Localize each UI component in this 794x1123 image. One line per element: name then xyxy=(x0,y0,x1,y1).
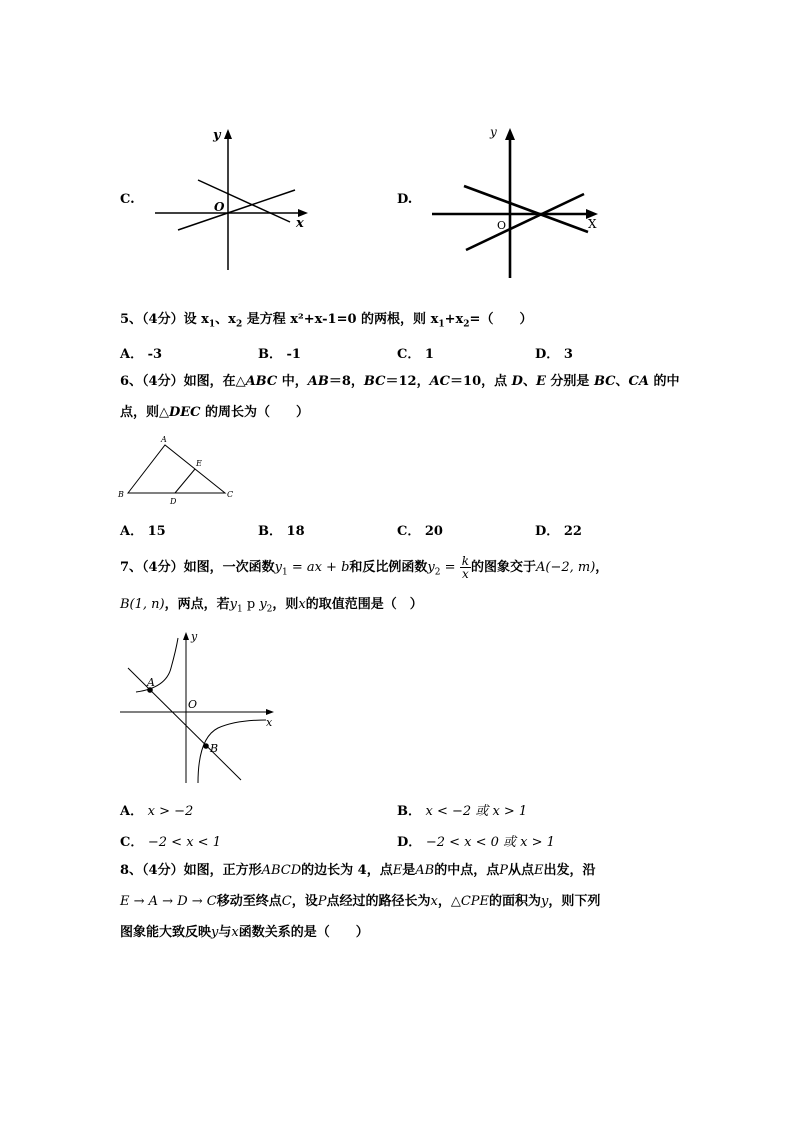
q8-question-line2: E → A → D → C移动至终点C，设P点经过的路径长为x，△CPE的面积为y，则下列 xyxy=(120,894,601,909)
q6-point-d: D xyxy=(170,497,177,506)
q5-question: 5、（4分）设 $x_1$、$x_2$ 是方程 x²+x-1=0 的两根，则 $x_1+x_2=$（ ） xyxy=(120,312,533,330)
q4c-y-axis-label: y xyxy=(213,128,221,143)
q5-option-b[interactable]: B． -1 xyxy=(258,347,301,362)
q7-question-line1: 7、（4分）如图，一次函数$y_1$ = ax + b和反比例函数$y_2$ = $\frac{k}{x}$ 的图象交于A(−2, m)， xyxy=(120,554,609,581)
q4-option-c-label: C. xyxy=(120,192,135,207)
q7-y-axis-label: y xyxy=(191,630,198,643)
q4d-origin-label: O xyxy=(497,219,507,232)
q5-option-a[interactable]: A． -3 xyxy=(120,347,163,362)
q6-option-b[interactable]: B． 18 xyxy=(258,524,305,539)
q7-question-line2: B(1, n)，两点，若$y_1$ p $y_2$，则x的取值范围是（ ） xyxy=(120,597,423,615)
q7-option-a[interactable]: A． x > −2 xyxy=(120,804,194,819)
q7-option-d[interactable]: D． −2 < x < 0 或 x > 1 xyxy=(397,835,555,850)
q6-vertex-c: C xyxy=(227,490,234,499)
q4-option-d-label: D. xyxy=(397,192,413,207)
q5-option-d[interactable]: D． 3 xyxy=(535,347,573,362)
q4-option-d-graph xyxy=(428,122,608,282)
q7-point-a-label: A xyxy=(147,676,155,689)
q6-option-a[interactable]: A． 15 xyxy=(120,524,166,539)
q5-option-c[interactable]: C． 1 xyxy=(397,347,434,362)
q6-triangle-figure xyxy=(115,432,245,507)
q4d-y-axis-label: y xyxy=(490,125,497,139)
q6-vertex-b: B xyxy=(118,490,124,499)
q7-origin-label: O xyxy=(188,698,198,711)
q4c-origin-label: O xyxy=(214,200,225,214)
q6-vertex-a: A xyxy=(161,435,167,444)
q8-question-line1: 8、（4分）如图，正方形ABCD的边长为 4，点E是AB的中点，点P从点E出发，沿 xyxy=(120,863,596,878)
q7-x-axis-label: x xyxy=(266,716,273,729)
q6-option-c[interactable]: C． 20 xyxy=(397,524,443,539)
q6-question-line1: 6、（4分）如图，在△ABC 中，AB＝8，BC＝12，AC＝10，点 D、E 分别是 BC、CA 的中 xyxy=(120,374,680,389)
q4-option-c-graph xyxy=(150,125,320,275)
q7-point-b-label: B xyxy=(210,742,219,755)
q4d-x-axis-label: X xyxy=(588,217,597,231)
q8-question-line3: 图象能大致反映y与x函数关系的是（ ） xyxy=(120,925,369,940)
q7-option-c[interactable]: C． −2 < x < 1 xyxy=(120,835,221,850)
q6-option-d[interactable]: D． 22 xyxy=(535,524,582,539)
q6-question-line2: 点，则△DEC 的周长为（ ） xyxy=(120,405,310,420)
q6-point-e: E xyxy=(196,459,202,468)
q7-option-b[interactable]: B． x < −2 或 x > 1 xyxy=(397,804,528,819)
q7-function-graph xyxy=(118,628,283,788)
q7-point-b-marker xyxy=(203,743,209,749)
q4c-x-axis-label: x xyxy=(296,216,304,231)
